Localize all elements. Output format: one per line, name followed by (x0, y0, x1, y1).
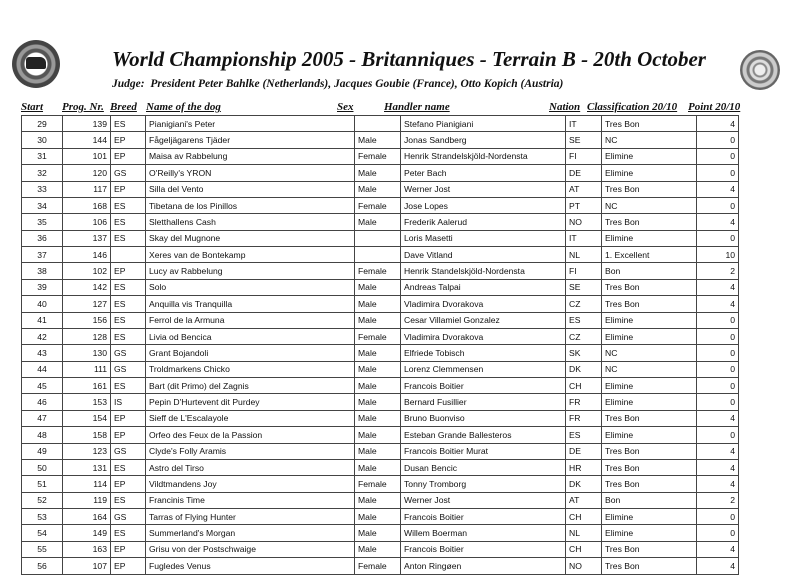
cell-cls: 1. Excellent (602, 247, 697, 263)
cell-nation: CH (566, 378, 602, 394)
cell-cls: Elimine (602, 394, 697, 410)
cell-pts: 4 (697, 459, 739, 475)
cell-cls: Tres Bon (602, 410, 697, 426)
cell-dog: Lucy av Rabbelung (146, 263, 355, 279)
cell-sex: Female (355, 197, 401, 213)
cell-handler: Dave Vitland (401, 247, 566, 263)
cell-nation: CH (566, 509, 602, 525)
cell-breed: GS (111, 509, 146, 525)
cell-nation: IT (566, 230, 602, 246)
cell-start: 37 (22, 247, 63, 263)
cell-breed: EP (111, 476, 146, 492)
cell-pts: 0 (697, 378, 739, 394)
cell-nation: FR (566, 410, 602, 426)
cell-nation: NL (566, 525, 602, 541)
cell-handler: Cesar Villamiel Gonzalez (401, 312, 566, 328)
cell-sex: Female (355, 263, 401, 279)
cell-start: 31 (22, 148, 63, 164)
cell-prog: 154 (63, 410, 111, 426)
cell-prog: 149 (63, 525, 111, 541)
cell-pts: 4 (697, 443, 739, 459)
cell-sex: Male (355, 214, 401, 230)
cell-cls: Elimine (602, 312, 697, 328)
cell-cls: Tres Bon (602, 476, 697, 492)
table-row (22, 312, 739, 328)
cell-handler: Loris Masetti (401, 230, 566, 246)
cell-nation: SE (566, 279, 602, 295)
cell-sex: Male (355, 459, 401, 475)
cell-breed: IS (111, 394, 146, 410)
cell-prog: 137 (63, 230, 111, 246)
cell-cls: Elimine (602, 378, 697, 394)
table-row (22, 263, 739, 279)
cell-dog: Tarras of Flying Hunter (146, 509, 355, 525)
table-row (22, 148, 739, 164)
cell-nation: DE (566, 443, 602, 459)
cell-prog: 120 (63, 165, 111, 181)
cell-prog: 127 (63, 296, 111, 312)
cell-cls: Tres Bon (602, 558, 697, 574)
cell-sex: Male (355, 427, 401, 443)
cell-dog: Sieff de L'Escalayole (146, 410, 355, 426)
cell-prog: 158 (63, 427, 111, 443)
cell-pts: 0 (697, 230, 739, 246)
cell-sex: Male (355, 361, 401, 377)
cell-cls: Tres Bon (602, 279, 697, 295)
cell-start: 41 (22, 312, 63, 328)
cell-pts: 4 (697, 279, 739, 295)
cell-cls: Elimine (602, 148, 697, 164)
table-row (22, 132, 739, 148)
cell-dog: Tibetana de los Pinillos (146, 197, 355, 213)
cell-pts: 10 (697, 247, 739, 263)
cell-breed: ES (111, 197, 146, 213)
cell-sex: Male (355, 492, 401, 508)
cell-pts: 0 (697, 361, 739, 377)
cell-start: 46 (22, 394, 63, 410)
cell-pts: 0 (697, 132, 739, 148)
table-row (22, 459, 739, 475)
cell-sex: Male (355, 165, 401, 181)
cell-start: 43 (22, 345, 63, 361)
cell-nation: PT (566, 197, 602, 213)
cell-sex: Male (355, 181, 401, 197)
cell-start: 35 (22, 214, 63, 230)
col-header-dog: Name of the dog (146, 101, 221, 113)
cell-pts: 0 (697, 427, 739, 443)
col-header-prog: Prog. Nr. (62, 101, 104, 113)
cell-pts: 0 (697, 525, 739, 541)
cell-nation: SE (566, 132, 602, 148)
cell-breed: ES (111, 116, 146, 132)
cell-dog: Troldmarkens Chicko (146, 361, 355, 377)
cell-handler: Tonny Tromborg (401, 476, 566, 492)
cell-prog: 168 (63, 197, 111, 213)
cell-nation: IT (566, 116, 602, 132)
cell-start: 50 (22, 459, 63, 475)
table-row (22, 361, 739, 377)
cell-pts: 4 (697, 214, 739, 230)
cell-breed: EP (111, 558, 146, 574)
cell-nation: HR (566, 459, 602, 475)
cell-sex: Male (355, 525, 401, 541)
cell-sex: Female (355, 328, 401, 344)
judge-names: President Peter Bahlke (Netherlands), Jacques Goubie (France), Otto Kopich (Austria) (150, 78, 564, 90)
cell-breed: ES (111, 296, 146, 312)
judge-label: Judge: (112, 78, 145, 90)
cell-pts: 2 (697, 263, 739, 279)
cell-dog: Ferrol de la Armuna (146, 312, 355, 328)
cell-breed: ES (111, 525, 146, 541)
cell-breed: EP (111, 181, 146, 197)
table-row (22, 558, 739, 574)
cell-cls: NC (602, 361, 697, 377)
cell-breed: ES (111, 230, 146, 246)
cell-pts: 0 (697, 312, 739, 328)
cell-prog: 163 (63, 541, 111, 557)
cell-start: 36 (22, 230, 63, 246)
cell-prog: 144 (63, 132, 111, 148)
cell-handler: Peter Bach (401, 165, 566, 181)
col-header-breed: Breed (110, 101, 137, 113)
cell-prog: 128 (63, 328, 111, 344)
table-row (22, 230, 739, 246)
cell-handler: Jonas Sandberg (401, 132, 566, 148)
cell-pts: 4 (697, 558, 739, 574)
cell-sex: Male (355, 541, 401, 557)
cell-sex: Female (355, 476, 401, 492)
cell-start: 53 (22, 509, 63, 525)
cell-breed: GS (111, 345, 146, 361)
cell-sex: Male (355, 312, 401, 328)
cell-handler: Francois Boitier (401, 509, 566, 525)
col-header-handler: Handler name (384, 101, 450, 113)
cell-cls: Elimine (602, 165, 697, 181)
cell-prog: 123 (63, 443, 111, 459)
cell-dog: Fågeljägarens Tjäder (146, 132, 355, 148)
cell-dog: Bart (dit Primo) del Zagnis (146, 378, 355, 394)
cell-cls: Elimine (602, 427, 697, 443)
cell-prog: 101 (63, 148, 111, 164)
cell-sex: Male (355, 410, 401, 426)
cell-handler: Werner Jost (401, 492, 566, 508)
cell-start: 48 (22, 427, 63, 443)
cell-pts: 0 (697, 328, 739, 344)
cell-prog: 117 (63, 181, 111, 197)
cell-dog: Livia od Bencica (146, 328, 355, 344)
cell-handler: Francois Boitier Murat (401, 443, 566, 459)
cell-nation: FI (566, 263, 602, 279)
cell-prog: 139 (63, 116, 111, 132)
judges-line (112, 78, 563, 90)
cell-nation: DK (566, 476, 602, 492)
cell-prog: 119 (63, 492, 111, 508)
cell-pts: 4 (697, 410, 739, 426)
cell-prog: 142 (63, 279, 111, 295)
cell-prog: 107 (63, 558, 111, 574)
table-row (22, 509, 739, 525)
cell-dog: Summerland's Morgan (146, 525, 355, 541)
cell-cls: Bon (602, 492, 697, 508)
table-row (22, 279, 739, 295)
cell-handler: Andreas Talpai (401, 279, 566, 295)
cell-breed: ES (111, 459, 146, 475)
cell-dog: Solo (146, 279, 355, 295)
table-row (22, 247, 739, 263)
table-row (22, 476, 739, 492)
cell-breed: ES (111, 492, 146, 508)
table-row (22, 443, 739, 459)
cell-start: 42 (22, 328, 63, 344)
table-row (22, 214, 739, 230)
cell-sex (355, 247, 401, 263)
table-row (22, 427, 739, 443)
cell-start: 54 (22, 525, 63, 541)
cell-pts: 2 (697, 492, 739, 508)
table-row (22, 116, 739, 132)
cell-nation: SK (566, 345, 602, 361)
cell-breed: EP (111, 263, 146, 279)
cell-sex: Male (355, 345, 401, 361)
cell-prog: 131 (63, 459, 111, 475)
cell-pts: 4 (697, 476, 739, 492)
cell-start: 33 (22, 181, 63, 197)
cell-start: 56 (22, 558, 63, 574)
cell-handler: Esteban Grande Ballesteros (401, 427, 566, 443)
cell-dog: Maisa av Rabbelung (146, 148, 355, 164)
cell-handler: Elfriede Tobisch (401, 345, 566, 361)
table-row (22, 181, 739, 197)
cell-sex: Male (355, 132, 401, 148)
cell-sex (355, 116, 401, 132)
cell-start: 47 (22, 410, 63, 426)
cell-handler: Willem Boerman (401, 525, 566, 541)
cell-start: 52 (22, 492, 63, 508)
cell-dog: Clyde's Folly Aramis (146, 443, 355, 459)
cell-cls: Bon (602, 263, 697, 279)
cell-nation: CZ (566, 296, 602, 312)
cell-nation: AT (566, 181, 602, 197)
cell-handler: Bernard Fusillier (401, 394, 566, 410)
club-logo-left (12, 40, 60, 88)
dog-emblem-icon (26, 57, 46, 69)
cell-dog: Vildtmandens Joy (146, 476, 355, 492)
cell-handler: Francois Boitier (401, 541, 566, 557)
cell-nation: FR (566, 394, 602, 410)
cell-sex: Male (355, 279, 401, 295)
cell-pts: 0 (697, 148, 739, 164)
cell-nation: AT (566, 492, 602, 508)
cell-start: 38 (22, 263, 63, 279)
cell-pts: 0 (697, 345, 739, 361)
cell-cls: Tres Bon (602, 459, 697, 475)
table-row (22, 296, 739, 312)
cell-start: 55 (22, 541, 63, 557)
table-row (22, 197, 739, 213)
cell-handler: Werner Jost (401, 181, 566, 197)
cell-handler: Henrik Strandelskjöld-Nordensta (401, 148, 566, 164)
cell-nation: NO (566, 558, 602, 574)
club-logo-right (740, 50, 780, 90)
cell-handler: Francois Boitier (401, 378, 566, 394)
cell-dog: Silla del Vento (146, 181, 355, 197)
col-header-start: Start (21, 101, 44, 113)
results-table (21, 115, 739, 575)
cell-pts: 4 (697, 541, 739, 557)
cell-breed (111, 247, 146, 263)
table-row (22, 410, 739, 426)
table-row (22, 328, 739, 344)
cell-start: 34 (22, 197, 63, 213)
cell-cls: Tres Bon (602, 116, 697, 132)
table-row (22, 345, 739, 361)
cell-breed: ES (111, 214, 146, 230)
cell-sex: Male (355, 378, 401, 394)
cell-breed: ES (111, 328, 146, 344)
cell-prog: 161 (63, 378, 111, 394)
cell-breed: GS (111, 443, 146, 459)
cell-dog: Orfeo des Feux de la Passion (146, 427, 355, 443)
cell-sex: Male (355, 443, 401, 459)
cell-sex (355, 230, 401, 246)
cell-pts: 4 (697, 116, 739, 132)
cell-nation: ES (566, 427, 602, 443)
cell-pts: 0 (697, 394, 739, 410)
cell-start: 39 (22, 279, 63, 295)
cell-breed: ES (111, 378, 146, 394)
cell-sex: Female (355, 558, 401, 574)
cell-prog: 146 (63, 247, 111, 263)
cell-nation: NL (566, 247, 602, 263)
cell-prog: 153 (63, 394, 111, 410)
cell-start: 40 (22, 296, 63, 312)
cell-dog: Fugledes Venus (146, 558, 355, 574)
cell-dog: Grant Bojandoli (146, 345, 355, 361)
cell-breed: EP (111, 148, 146, 164)
cell-pts: 0 (697, 197, 739, 213)
cell-dog: Grisu von der Postschwaige (146, 541, 355, 557)
table-row (22, 165, 739, 181)
cell-sex: Female (355, 148, 401, 164)
cell-prog: 156 (63, 312, 111, 328)
cell-cls: NC (602, 197, 697, 213)
cell-prog: 114 (63, 476, 111, 492)
cell-nation: NO (566, 214, 602, 230)
cell-handler: Anton Ringøen (401, 558, 566, 574)
cell-breed: ES (111, 312, 146, 328)
cell-sex: Male (355, 296, 401, 312)
table-row (22, 541, 739, 557)
cell-cls: Tres Bon (602, 181, 697, 197)
cell-cls: NC (602, 132, 697, 148)
cell-prog: 106 (63, 214, 111, 230)
col-header-classification: Classification 20/10 (587, 101, 678, 113)
cell-nation: DK (566, 361, 602, 377)
cell-cls: Elimine (602, 509, 697, 525)
cell-sex: Male (355, 394, 401, 410)
cell-dog: Anquilla vis Tranquilla (146, 296, 355, 312)
cell-pts: 0 (697, 165, 739, 181)
results-body (22, 116, 739, 575)
cell-pts: 4 (697, 296, 739, 312)
cell-dog: Pepin D'Hurtevent dit Purdey (146, 394, 355, 410)
cell-breed: EP (111, 541, 146, 557)
cell-dog: Pianigiani's Peter (146, 116, 355, 132)
cell-start: 51 (22, 476, 63, 492)
cell-handler: Henrik Standelskjöld-Nordensta (401, 263, 566, 279)
cell-cls: Tres Bon (602, 541, 697, 557)
cell-dog: Francinis Time (146, 492, 355, 508)
cell-nation: FI (566, 148, 602, 164)
cell-prog: 164 (63, 509, 111, 525)
cell-breed: GS (111, 165, 146, 181)
cell-nation: DE (566, 165, 602, 181)
cell-prog: 111 (63, 361, 111, 377)
cell-breed: EP (111, 132, 146, 148)
cell-handler: Vladimira Dvorakova (401, 328, 566, 344)
cell-nation: CH (566, 541, 602, 557)
cell-start: 29 (22, 116, 63, 132)
table-row (22, 525, 739, 541)
cell-handler: Stefano Pianigiani (401, 116, 566, 132)
page-title: World Championship 2005 - Britanniques - Terrain B - 20th October (112, 47, 706, 71)
cell-start: 49 (22, 443, 63, 459)
cell-handler: Dusan Bencic (401, 459, 566, 475)
cell-dog: Sletthallens Cash (146, 214, 355, 230)
cell-dog: Astro del Tirso (146, 459, 355, 475)
table-row (22, 394, 739, 410)
cell-breed: ES (111, 279, 146, 295)
cell-cls: Tres Bon (602, 296, 697, 312)
cell-cls: Tres Bon (602, 214, 697, 230)
table-row (22, 378, 739, 394)
cell-dog: O'Reilly's YRON (146, 165, 355, 181)
cell-breed: EP (111, 427, 146, 443)
col-header-nation: Nation (549, 101, 581, 113)
cell-handler: Jose Lopes (401, 197, 566, 213)
cell-start: 30 (22, 132, 63, 148)
cell-cls: Elimine (602, 328, 697, 344)
cell-pts: 0 (697, 509, 739, 525)
table-row (22, 492, 739, 508)
cell-handler: Lorenz Clemmensen (401, 361, 566, 377)
cell-breed: GS (111, 361, 146, 377)
cell-prog: 102 (63, 263, 111, 279)
cell-start: 45 (22, 378, 63, 394)
cell-handler: Bruno Buonviso (401, 410, 566, 426)
cell-handler: Vladimira Dvorakova (401, 296, 566, 312)
cell-start: 44 (22, 361, 63, 377)
cell-dog: Xeres van de Bontekamp (146, 247, 355, 263)
cell-breed: EP (111, 410, 146, 426)
cell-start: 32 (22, 165, 63, 181)
col-header-points: Point 20/10 (688, 101, 741, 113)
cell-prog: 130 (63, 345, 111, 361)
cell-cls: Tres Bon (602, 443, 697, 459)
cell-cls: Elimine (602, 230, 697, 246)
cell-cls: Elimine (602, 525, 697, 541)
cell-pts: 4 (697, 181, 739, 197)
cell-dog: Skay del Mugnone (146, 230, 355, 246)
cell-cls: NC (602, 345, 697, 361)
col-header-sex: Sex (337, 101, 354, 113)
cell-handler: Frederik Aalerud (401, 214, 566, 230)
cell-sex: Male (355, 509, 401, 525)
cell-nation: ES (566, 312, 602, 328)
cell-nation: CZ (566, 328, 602, 344)
